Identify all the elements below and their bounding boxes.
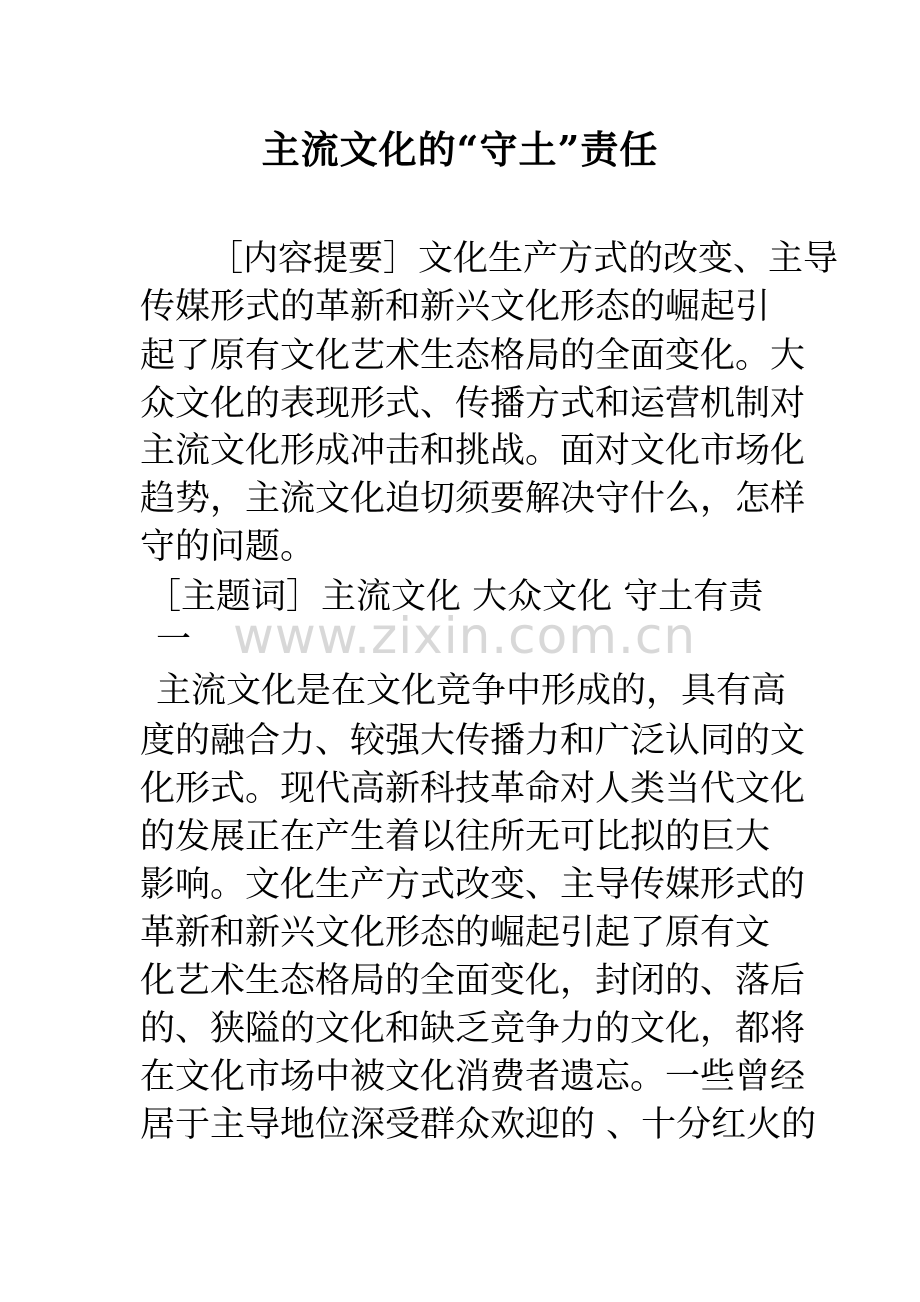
abstract-line-1: ［内容提要］文化生产方式的改变、主导: [208, 239, 839, 279]
body-line-8: 的、狭隘的文化和缺乏竞争力的文化，都将: [140, 1009, 806, 1049]
body-line-2: 度的融合力、较强大传播力和广泛认同的文: [140, 721, 806, 761]
body-line-10: 居于主导地位深受群众欢迎的 、十分红火的: [140, 1105, 817, 1145]
body-line-1: 主流文化是在文化竞争中形成的，具有高: [156, 671, 787, 711]
page-title: 主流文化的“守土”责任: [261, 127, 659, 172]
body-line-5: 影响。文化生产方式改变、主导传媒形式的: [140, 865, 806, 905]
body-line-3: 化形式。现代高新科技革命对人类当代文化: [140, 769, 806, 809]
abstract-line-6: 趋势，主流文化迫切须要解决守什么，怎样: [140, 479, 806, 519]
body-line-6: 革新和新兴文化形态的崛起引起了原有文: [140, 913, 771, 953]
abstract-line-7: 守的问题。: [140, 527, 316, 567]
body-line-7: 化艺术生态格局的全面变化，封闭的、落后: [140, 961, 806, 1001]
abstract-line-5: 主流文化形成冲击和挑战。面对文化市场化: [140, 431, 806, 471]
body-line-4: 的发展正在产生着以往所无可比拟的巨大: [140, 817, 771, 857]
keywords-line: ［主题词］主流文化 大众文化 守土有责: [146, 577, 764, 617]
body-line-9: 在文化市场中被文化消费者遗忘。一些曾经: [140, 1057, 806, 1097]
abstract-line-3: 起了原有文化艺术生态格局的全面变化。大: [140, 336, 806, 376]
abstract-line-2: 传媒形式的革新和新兴文化形态的崛起引: [140, 287, 771, 327]
watermark: www.zixin.com.cn: [233, 607, 697, 665]
section-number: 一: [156, 620, 192, 660]
abstract-line-4: 众文化的表现形式、传播方式和运营机制对: [140, 384, 806, 424]
